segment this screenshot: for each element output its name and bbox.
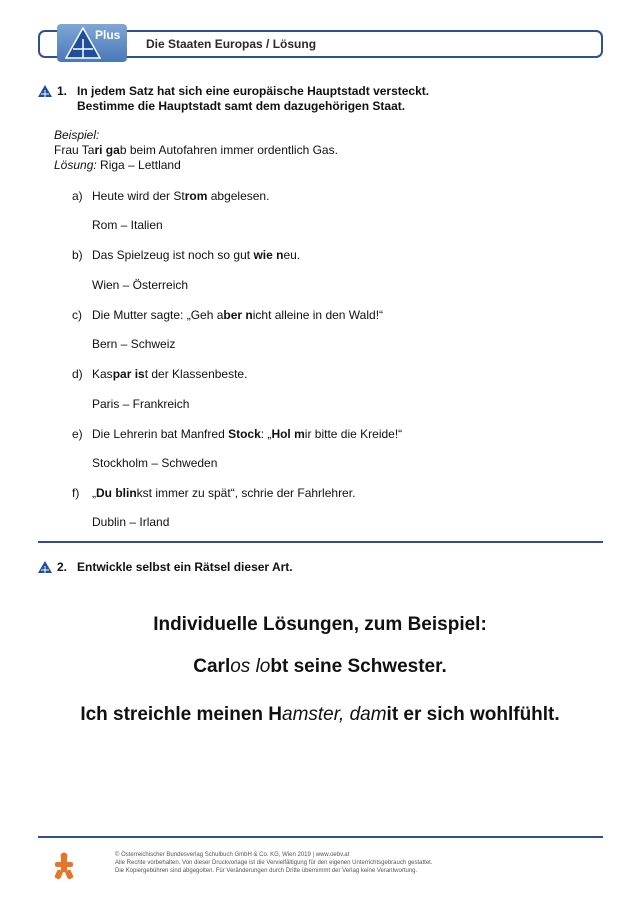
task-2-instruction: Entwickle selbst ein Rätsel dieser Art.: [77, 560, 293, 574]
task-1-line-2: Bestimme die Hauptstadt samt dem dazugehörigen Staat.: [77, 99, 406, 113]
task-triangle-icon: [38, 85, 52, 97]
example-sentence: Frau Tari gab beim Autofahren immer ordentlich Gas.: [54, 143, 338, 157]
task-2-number: 2.: [57, 560, 68, 574]
item-a-sentence: Heute wird der Strom abgelesen.: [92, 189, 270, 203]
task-1-number: 1.: [57, 84, 68, 98]
item-c-answer: Bern – Schweiz: [92, 337, 176, 351]
item-e-label: e): [72, 427, 83, 441]
example-solution: Lösung: Riga – Lettland: [54, 158, 181, 172]
task-triangle-icon: [38, 561, 52, 573]
item-a-answer: Rom – Italien: [92, 218, 163, 232]
item-f-answer: Dublin – Irland: [92, 515, 170, 529]
plus-logo-text: Plus: [95, 28, 121, 42]
example-label: Beispiel:: [54, 128, 100, 142]
item-e-answer: Stockholm – Schweden: [92, 456, 218, 470]
item-f-label: f): [72, 486, 80, 500]
item-b-answer: Wien – Österreich: [92, 278, 189, 292]
solution-example-2: Ich streichle meinen Hamster, damit er sich wohlfühlt.: [80, 704, 560, 725]
solution-example-1: Carlos lobt seine Schwester.: [193, 656, 447, 677]
item-d-answer: Paris – Frankreich: [92, 397, 190, 411]
item-d-label: d): [72, 367, 83, 381]
page-title: Die Staaten Europas / Lösung: [146, 37, 317, 51]
item-e-sentence: Die Lehrerin bat Manfred Stock: „Hol mir bitte die Kreide!“: [92, 427, 403, 441]
item-f-sentence: „Du blinkst immer zu spät“, schrie der Fahrlehrer.: [92, 486, 356, 500]
item-c-sentence: Die Mutter sagte: „Geh aber nicht alleine in den Wald!“: [92, 308, 384, 322]
item-d-sentence: Kaspar ist der Klassenbeste.: [92, 367, 248, 381]
publisher-logo-icon: [52, 852, 76, 880]
item-a-label: a): [72, 189, 83, 203]
example-block: [54, 128, 338, 173]
copyright-notice: © Österreichischer Bundesverlag Schulbuch GmbH & Co. KG, Wien 2019 | www.oebv.at Alle Rechte vorbehalten. Von dieser Druckvorlage ist die Vervielfältigung für den eigenen Unterrichtsgebrauch gestattet. Die Kopiergebühren sind abgegolten. Für Veränderungen durch Dritte übernimmt der Verlag keine Verantwortung.: [115, 852, 433, 874]
task-1-instruction: [77, 84, 429, 114]
task-1-line-1: In jedem Satz hat sich eine europäische Hauptstadt versteckt.: [77, 84, 430, 98]
item-c-label: c): [72, 308, 82, 322]
footer-divider: [38, 836, 603, 838]
item-b-label: b): [72, 248, 83, 262]
section-divider: [38, 541, 603, 543]
solutions-heading: Individuelle Lösungen, zum Beispiel:: [153, 614, 487, 635]
item-b-sentence: Das Spielzeug ist noch so gut wie neu.: [92, 248, 301, 262]
plus-logo: [57, 24, 127, 62]
